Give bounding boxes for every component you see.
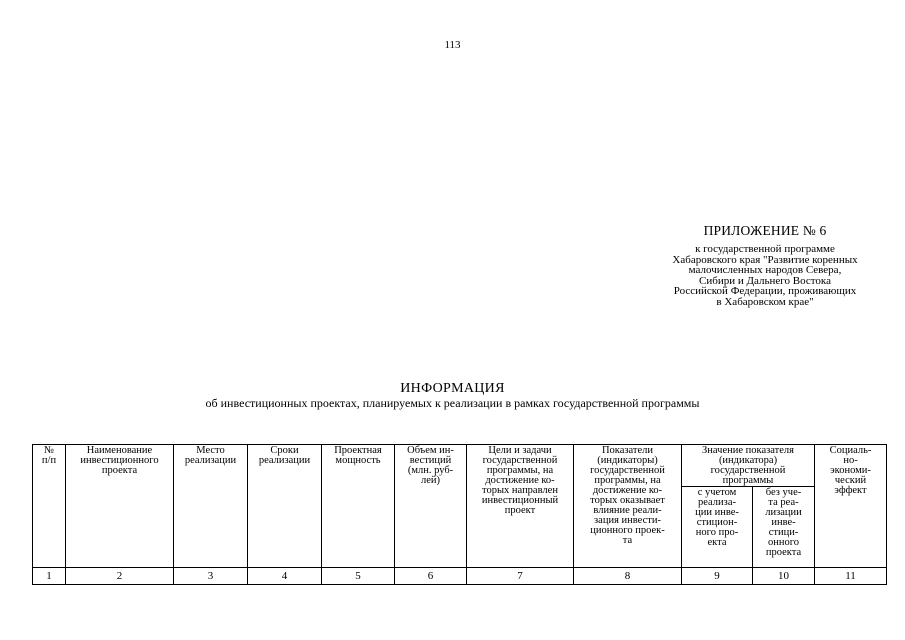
- column-number: 8: [574, 568, 682, 585]
- header-with-project: с учетом реализа- ции инве- стицион- ного про- екта: [682, 487, 753, 568]
- appendix-line: Сибири и Дальнего Востока: [699, 274, 831, 287]
- header-without-project: без уче- та реа- лизации инве- стици- онного проекта: [753, 487, 815, 568]
- column-number: 7: [467, 568, 574, 585]
- appendix-line: к государственной программе: [695, 243, 835, 255]
- column-number: 9: [682, 568, 753, 585]
- header-socio-economic-effect: Социаль- но- экономи- ческий эффект: [815, 445, 887, 568]
- investment-projects-table: [32, 444, 887, 585]
- column-number: 6: [395, 568, 467, 585]
- appendix-title: ПРИЛОЖЕНИЕ № 6: [703, 223, 827, 238]
- header-indicators: Показатели (индикаторы) государственной программы, на достижение ко- торых оказывает влияние реали- зация инвести- ционного проек- та: [574, 445, 682, 568]
- column-number: 10: [753, 568, 815, 585]
- appendix-block: [640, 223, 890, 307]
- column-number-row: [33, 568, 887, 585]
- appendix-line: Российской Федерации, проживающих: [673, 285, 857, 297]
- header-capacity: Проектная мощность: [322, 445, 395, 568]
- header-place: Место реализации: [174, 445, 248, 568]
- header-investment-volume: Объем ин- вестиций (млн. руб- лей): [395, 445, 467, 568]
- appendix-text: [640, 244, 890, 307]
- column-number: 5: [322, 568, 395, 585]
- column-number: 1: [33, 568, 66, 585]
- header-indicator-value: Значение показателя (индикатора) государственной программы: [682, 445, 815, 487]
- table-header-row: [33, 445, 887, 487]
- header-terms: Сроки реализации: [248, 445, 322, 568]
- document-subtitle: об инвестиционных проектах, планируемых к реализации в рамках государственной программы: [205, 396, 700, 410]
- header-num: № п/п: [33, 445, 66, 568]
- appendix-line: малочисленных народов Севера,: [688, 264, 842, 276]
- appendix-line: Хабаровского края "Развитие коренных: [672, 253, 858, 266]
- column-number: 11: [815, 568, 887, 585]
- document-title: ИНФОРМАЦИЯ: [400, 381, 505, 396]
- column-number: 4: [248, 568, 322, 585]
- column-number: 3: [174, 568, 248, 585]
- header-goals: Цели и задачи государственной программы, на достижение ко- торых направлен инвестиционный проект: [467, 445, 574, 568]
- column-number: 2: [66, 568, 174, 585]
- header-project-name: Наименование инвестиционного проекта: [66, 445, 174, 568]
- appendix-line: в Хабаровском крае": [716, 295, 814, 308]
- page-number: 113: [444, 39, 461, 51]
